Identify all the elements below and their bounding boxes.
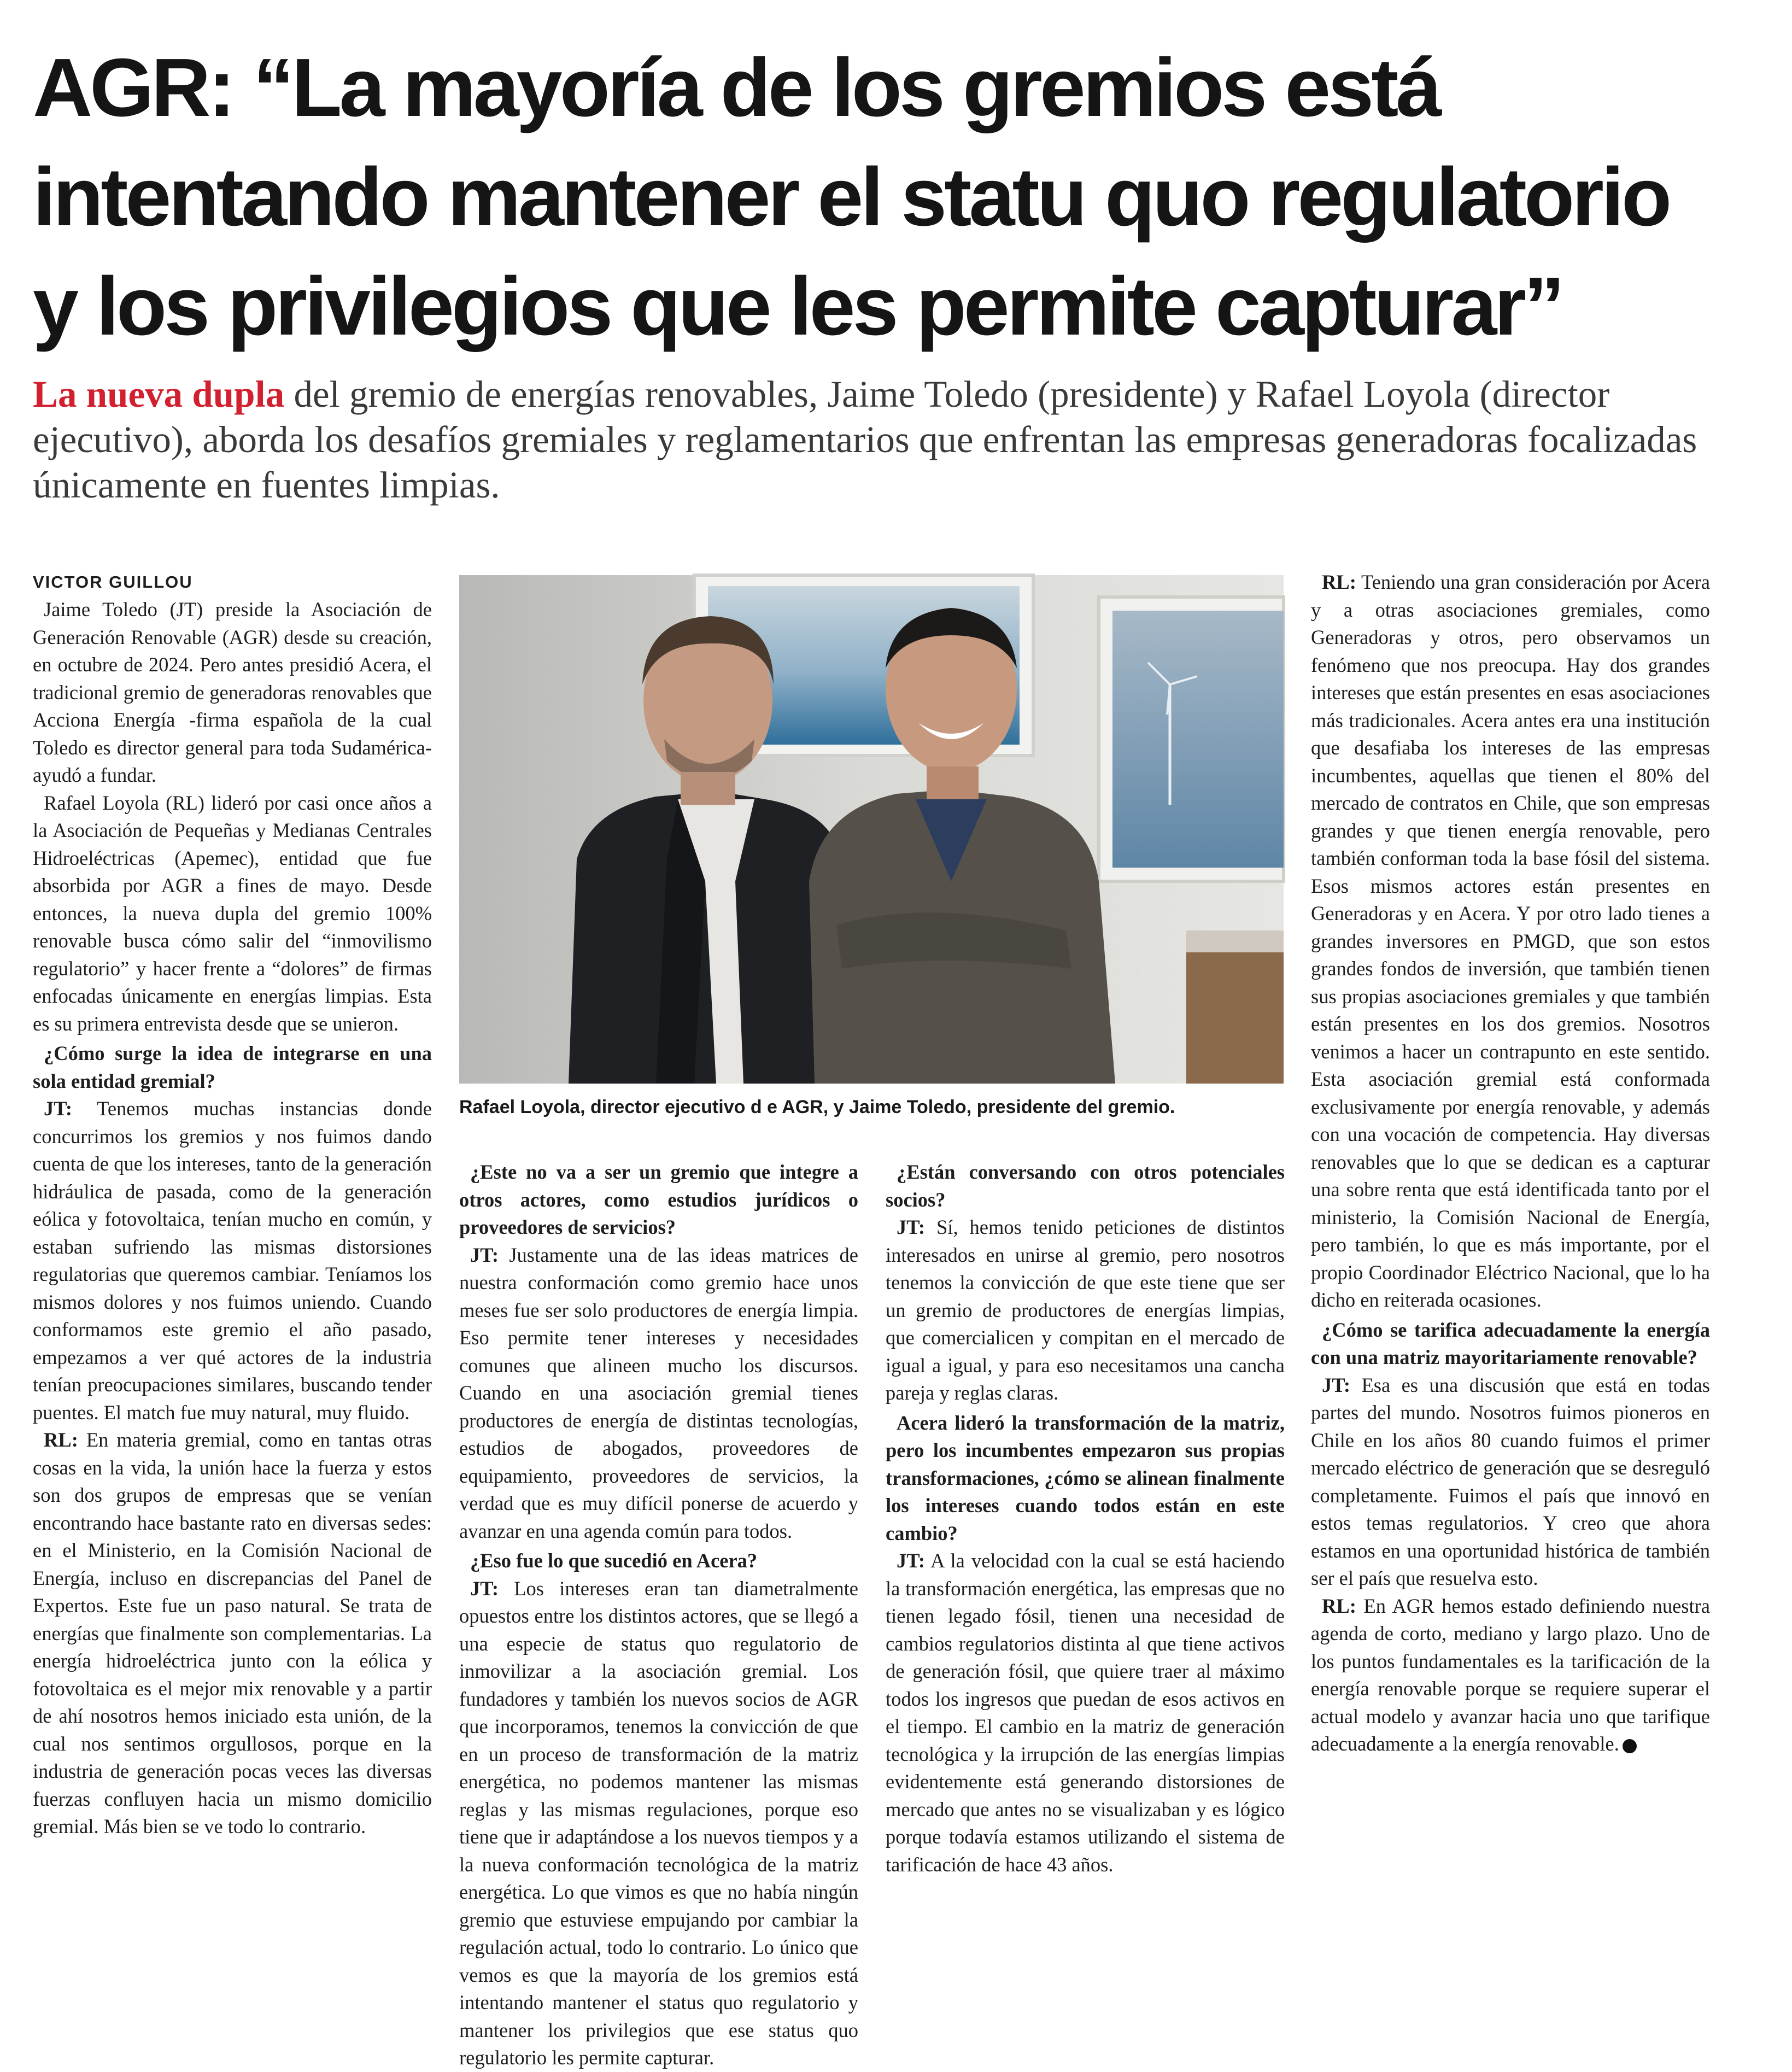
intro-paragraph-1: Jaime Toledo (JT) preside la Asociación de Generación Renovable (AGR) desde su creación, en octubre de 2024. Pero antes presidió Acera, el tradicional gremio de generadoras renovables que Acciona Energía -firma española de la cual Toledo es director general para toda Sudamérica- ayudó a fundar. xyxy=(33,598,432,786)
question-2: ¿Este no va a ser un gremio que integre a otros actores, como estudios jurídicos o proveedores de servicios? xyxy=(459,1161,858,1238)
speaker-label: JT: xyxy=(897,1216,926,1238)
byline: VICTOR GUILLOU xyxy=(33,572,193,592)
headline-line-1: AGR: “La mayoría de los gremios está xyxy=(33,41,1439,133)
answer-9 xyxy=(1311,1593,1710,1758)
speaker-label: JT: xyxy=(44,1097,73,1120)
answer-text: En AGR hemos estado definiendo nuestra agenda de corto, mediano y largo plazo. Uno de los puntos fundamentales es la tarificación de la energía renovable porque se requiere superar el actual modelo y avanzar hacia uno que tarifique adecuadamente a la energía renovable. xyxy=(1311,1594,1710,1755)
answer-text: Justamente una de las ideas matrices de nuestra conformación como gremio hace unos meses fue ser solo productores de energía limpia. Eso permite tener intereses y necesidades comunes que alineen mucho los discursos. Cuando en una asociación gremial tienes productores de energía de distintas tecnologías, estudios de abogados, proveedores de equipamiento, proveedores de servicios, la verdad que es muy difícil ponerse de acuerdo y avanzar en una agenda común para todos. xyxy=(459,1243,858,1542)
question-5: Acera lideró la transformación de la matriz, pero los incumbentes empezaron sus propias transformaciones, ¿cómo se alinean finalmente los intereses cuando todos están en este cambio? xyxy=(886,1411,1285,1544)
headline-line-2: intentando mantener el statu quo regulatorio xyxy=(33,150,1670,243)
answer-1 xyxy=(33,1095,432,1426)
answer-text: Esa es una discusión que está en todas partes del mundo. Nosotros fuimos pioneros en Chile en los años 80 cuando fuimos el primer mercado eléctrico de generación que se desreguló completamente. Fuimos el país que innovó en estos temas regulatorios. Y creo que ahora estamos en una oportunidad histórica de también ser el país que resuelva esto. xyxy=(1311,1373,1710,1589)
question-3: ¿Eso fue lo que sucedió en Acera? xyxy=(470,1549,758,1572)
article-column-1 xyxy=(33,569,432,2045)
interview-photo xyxy=(459,575,1284,1084)
answer-7 xyxy=(1311,569,1710,1314)
answer-text: Teniendo una gran consideración por Acera y a otras asociaciones gremiales, como Generadoras y otros, pero observamos un fenómeno que nos preocupa. Hay dos grandes intereses que están presentes en esas asociaciones más tradicionales. Acera antes era una institución que desafiaba los intereses de las empresas incumbentes, aquellas que tienen el 80% del mercado de contratos en Chile, que son empresas grandes y que tienen energía renovable, pero también conforman toda la base fósil del sistema. Esos mismos actores están presentes en Generadoras y en Acera. Y por otro lado tienes a grandes inversores en PMGD, que son estos grandes fondos de inversión, que también tienen sus propias asociaciones gremiales y que también están presentes en los dos gremios. Nosotros venimos a hacer un contrapunto en este sentido. Esta asociación gremial está conformada exclusivamente por energía renovable, y además con una vocación de competencia. Hay diversas renovables que lo que se dedican es a capturar una sobre renta que está identificada tanto por el ministerio, la Comisión Nacional de Energía, pero también, lo que es más importante, por el propio Coordinador Eléctrico Nacional, que lo ha dicho en reiterada ocasiones. xyxy=(1311,571,1710,1311)
answer-text: Sí, hemos tenido peticiones de distintos interesados en unirse al gremio, pero nosotros tenemos la convicción de que este tiene que ser un gremio de productores de energías limpias, que comercialicen y compitan en el mercado de igual a igual, y para eso necesitamos una cancha pareja y reglas claras. xyxy=(886,1216,1285,1404)
photo-caption: Rafael Loyola, director ejecutivo d e AGR, y Jaime Toledo, presidente del gremio. xyxy=(459,1097,1175,1117)
photo-illustration xyxy=(459,575,1284,1084)
answer-8 xyxy=(1311,1372,1710,1593)
answer-4 xyxy=(459,1575,858,2072)
speaker-label: RL: xyxy=(1322,571,1356,593)
deck xyxy=(33,372,1760,508)
answer-text: Tenemos muchas instancias donde concurrimos los gremios y nos fuimos dando cuenta de que los intereses, tanto de la generación hidráulica de pasada, como de la generación eólica y fotovoltaica, tenían mucho en común, y estaban sufriendo las mismas distorsiones regulatorias que queremos cambiar. Teníamos los mismos dolores y nos fuimos uniendo. Cuando conformamos este gremio el año pasado, empezamos a ver qué actores de la industria tenían preocupaciones similares, buscando tender puentes. El match fue muy natural, muy fluido. xyxy=(33,1097,432,1424)
end-mark-icon xyxy=(1623,1739,1637,1753)
answer-2 xyxy=(33,1426,432,1841)
speaker-label: JT: xyxy=(470,1577,499,1600)
answer-6 xyxy=(886,1547,1285,1878)
question-4: ¿Están conversando con otros potenciales socios? xyxy=(886,1161,1285,1211)
article-column-3 xyxy=(886,1156,1285,2045)
answer-5 xyxy=(886,1214,1285,1407)
article-column-4 xyxy=(1311,569,1710,2045)
answer-text: A la velocidad con la cual se está haciendo la transformación energética, las empresas que no tienen legado fósil, tienen una necesidad de cambios regulatorios distinta al que tiene activos de generación fósil, que quiere traer al máximo todos los ingresos que puedan de esos activos en el tiempo. El cambio en la matriz de generación tecnológica y la irrupción de las energías limpias evidentemente está generando distorsiones de mercado que antes no se visualizaban y es lógico porque todavía estamos utilizando el sistema de tarificación de hace 43 años. xyxy=(886,1549,1285,1876)
answer-text: Los intereses eran tan diametralmente opuestos entre los distintos actores, que se llegó a una especie de status quo regulatorio de inmovilizar a la asociación gremial. Los fundadores y también los nuevos socios de AGR que incorporamos, tenemos la convicción de que en un proceso de transformación de la matriz energética, no podemos mantener las mismas reglas y las mismas regulaciones, porque eso tiene que ir adaptándose a los nuevos tiempos y a la nueva conformación tecnológica de la matriz energética. Lo que vimos es que no había ningún gremio que estuviese empujando por cambiar la regulación actual, todo lo contrario. Lo único que vemos es que la mayoría de los gremios está intentando mantener el status quo regulatorio y mantener los privilegios que ese status quo regulatorio les permite capturar. xyxy=(459,1577,858,2069)
speaker-label: JT: xyxy=(1322,1373,1351,1396)
speaker-label: JT: xyxy=(897,1549,926,1572)
deck-text: del gremio de energías renovables, Jaime Toledo (presidente) y Rafael Loyola (director ejecutivo), aborda los desafíos gremiales y reglamentarios que enfrentan las empresas generadoras focalizadas únicamente en fuentes limpias. xyxy=(33,373,1697,506)
speaker-label: RL: xyxy=(1322,1594,1356,1617)
speaker-label: JT: xyxy=(470,1243,499,1266)
speaker-label: RL: xyxy=(44,1429,78,1451)
question-6: ¿Cómo se tarifica adecuadamente la energía con una matriz mayoritariamente renovable? xyxy=(1311,1318,1710,1368)
answer-text: En materia gremial, como en tantas otras cosas en la vida, la unión hace la fuerza y estos son dos grupos de empresas que se venían encontrando hace bastante rato en diversas sedes: en el Ministerio, en la Comisión Nacional de Energía, incluso en discrepancias del Panel de Expertos. Este fue un paso natural. Se trata de energías que finalmente son complementarias. La energía hidroeléctrica junto con la eólica y fotovoltaica es el mejor mix renovable y a partir de ahí nosotros hemos iniciado esta unión, de la cual nos sentimos orgullosos, porque en la industria de generación pocas veces las diversas fuerzas confluyen hacia un mismo domicilio gremial. Más bien se ve todo lo contrario. xyxy=(33,1429,432,1837)
headline xyxy=(33,33,1760,361)
article-column-2 xyxy=(459,1156,858,2069)
intro-paragraph-2: Rafael Loyola (RL) lideró por casi once años a la Asociación de Pequeñas y Medianas Centrales Hidroeléctricas (Apemec), entidad que fue absorbida por AGR a fines de mayo. Desde entonces, la nueva dupla del gremio 100% renovable busca cómo salir del “inmovilismo regulatorio” y hacer frente a “dolores” de firmas enfocadas únicamente en energías limpias. Esta es su primera entrevista desde que se unieron. xyxy=(33,791,432,1035)
deck-lead: La nueva dupla xyxy=(33,373,285,415)
answer-3 xyxy=(459,1242,858,1546)
headline-line-3: y los privilegios que les permite capturar” xyxy=(33,260,1562,352)
question-1: ¿Cómo surge la idea de integrarse en una sola entidad gremial? xyxy=(33,1042,432,1092)
